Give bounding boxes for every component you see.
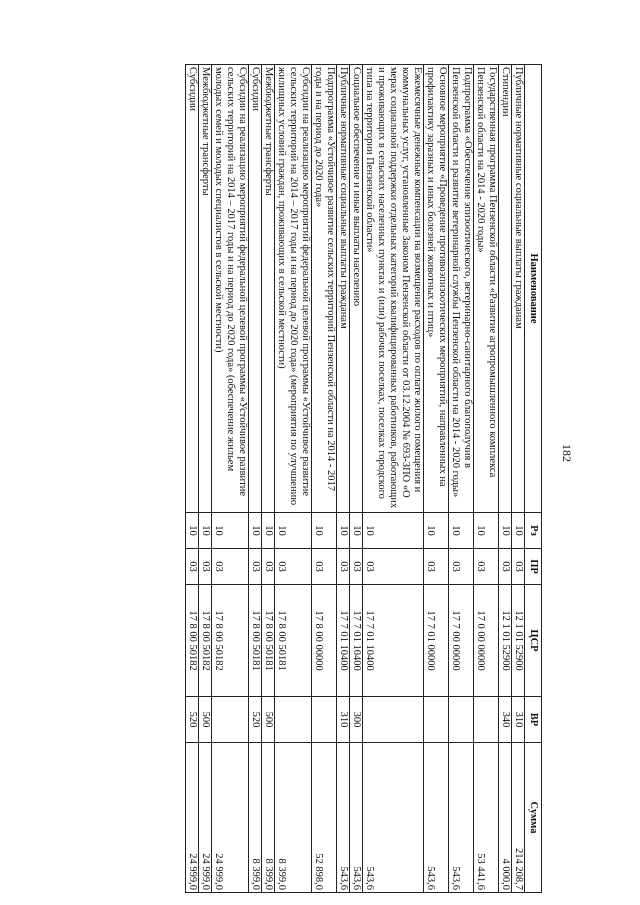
cell-pr: 03 (312, 549, 337, 585)
cell-rz: 10 (212, 513, 249, 549)
cell-csr: 17 8 00 50181 (262, 585, 275, 697)
cell-name: Субсидии (186, 65, 199, 513)
cell-pr: 03 (512, 549, 525, 585)
cell-pr: 03 (337, 549, 350, 585)
cell-rz: 10 (186, 513, 199, 549)
cell-pr: 03 (474, 549, 499, 585)
cell-csr: 17 8 00 50181 (275, 585, 312, 697)
cell-name: Субсидии на реализацию мероприятий федеральной целевой программы «Устойчивое развитие сельских территорий на 2014 – 2017 годы и на период до 2020 года» (мероприятия по улучшению жилищных условий граждан, проживающих в сельской местности) (275, 65, 312, 513)
cell-vr (212, 697, 249, 743)
header-name: Наименование (525, 65, 542, 513)
cell-rz: 10 (262, 513, 275, 549)
header-rz: Рз (525, 513, 542, 549)
cell-csr: 17 7 01 10400 (337, 585, 350, 697)
cell-pr: 03 (499, 549, 512, 585)
cell-sum: 4 000,0 (499, 743, 512, 893)
cell-sum: 53 441,6 (474, 743, 499, 893)
table-row (186, 65, 199, 893)
cell-csr: 12 1 01 52900 (512, 585, 525, 697)
budget-table (185, 64, 542, 893)
cell-rz: 10 (312, 513, 337, 549)
cell-name: Межбюджетные трансферты (199, 65, 212, 513)
cell-vr: 500 (199, 697, 212, 743)
cell-rz: 10 (474, 513, 499, 549)
cell-rz: 10 (199, 513, 212, 549)
table-row (512, 65, 525, 893)
cell-name: Подпрограмма «Обеспечение эпизоотического, ветеринарно-санитарного благополучия в Пензенской области и развитие ветеринарной службы Пензенской области на 2014 - 2020 годы» (449, 65, 474, 513)
cell-name: Субсидии на реализацию мероприятий федеральной целевой программы «Устойчивое развитие сельских территорий на 2014 – 2017 годы и на период до 2020 года» (обеспечение жильем молодых семей и молодых специалистов в сельской местности) (212, 65, 249, 513)
table-header-row (525, 65, 542, 893)
cell-vr: 300 (350, 697, 363, 743)
cell-rz: 10 (350, 513, 363, 549)
cell-name: Межбюджетные трансферты (262, 65, 275, 513)
cell-name: Государственная программа Пензенской области «Развитие агропромышленного комплекса Пензенской области на 2014 - 2020 годы» (474, 65, 499, 513)
cell-csr: 17 8 00 50182 (212, 585, 249, 697)
cell-csr: 17 8 00 50181 (249, 585, 262, 697)
table-row (499, 65, 512, 893)
cell-vr: 500 (262, 697, 275, 743)
cell-sum: 24 999,0 (212, 743, 249, 893)
cell-csr: 17 8 00 50182 (186, 585, 199, 697)
table-row (337, 65, 350, 893)
cell-sum: 8 399,0 (275, 743, 312, 893)
cell-vr (424, 697, 449, 743)
table-row (249, 65, 262, 893)
cell-name: Публичные нормативные социальные выплаты гражданам (512, 65, 525, 513)
table-row (424, 65, 449, 893)
cell-vr (449, 697, 474, 743)
header-vr: ВР (525, 697, 542, 743)
cell-pr: 03 (275, 549, 312, 585)
cell-pr: 03 (212, 549, 249, 585)
cell-csr: 17 7 01 10400 (350, 585, 363, 697)
cell-vr: 310 (512, 697, 525, 743)
cell-vr: 310 (337, 697, 350, 743)
cell-vr (363, 697, 424, 743)
cell-sum: 24 999,0 (199, 743, 212, 893)
cell-pr: 03 (199, 549, 212, 585)
cell-rz: 10 (249, 513, 262, 549)
cell-sum: 214 208,7 (512, 743, 525, 893)
cell-csr: 17 0 00 00000 (474, 585, 499, 697)
table-row (474, 65, 499, 893)
cell-vr (474, 697, 499, 743)
cell-pr: 03 (449, 549, 474, 585)
cell-sum: 52 898,0 (312, 743, 337, 893)
cell-csr: 17 8 00 50182 (199, 585, 212, 697)
cell-pr: 03 (424, 549, 449, 585)
cell-vr (275, 697, 312, 743)
cell-sum: 543,6 (424, 743, 449, 893)
table-row (262, 65, 275, 893)
table-row (350, 65, 363, 893)
cell-rz: 10 (449, 513, 474, 549)
cell-pr: 03 (350, 549, 363, 585)
table-row (363, 65, 424, 893)
cell-sum: 8 399,0 (262, 743, 275, 893)
cell-name: Публичные нормативные социальные выплаты гражданам (337, 65, 350, 513)
cell-name: Подпрограмма «Устойчивое развитие сельских территорий Пензенской области на 2014 - 2017 годы и на период до 2020 года» (312, 65, 337, 513)
cell-name: Стипендии (499, 65, 512, 513)
table-row (199, 65, 212, 893)
cell-csr: 17 7 01 00000 (424, 585, 449, 697)
budget-table-container (84, 64, 542, 892)
table-row (312, 65, 337, 893)
cell-vr: 520 (186, 697, 199, 743)
cell-name: Социальное обеспечение и иные выплаты населению (350, 65, 363, 513)
cell-vr: 520 (249, 697, 262, 743)
cell-rz: 10 (512, 513, 525, 549)
cell-pr: 03 (363, 549, 424, 585)
cell-name: Ежемесячные денежные компенсации на возмещение расходов по оплате жилого помещения и коммунальных услуг, установленные Законом Пензенской области от 03.12.2004 № 693-ЗПО «О мерах социальной поддержки отдельных категорий квалифицированных работников, работающих и проживающих в сельских населенных пунктах и (или) рабочих поселках, поселках городского типа на территории Пензенской области» (363, 65, 424, 513)
cell-sum: 543,6 (337, 743, 350, 893)
cell-rz: 10 (337, 513, 350, 549)
cell-name: Основное мероприятие «Проведение противоэпизоотических мероприятий, направленных на профилактику заразных и иных болезней животных и птиц» (424, 65, 449, 513)
cell-sum: 543,6 (363, 743, 424, 893)
header-sum: Сумма (525, 743, 542, 893)
header-csr: ЦСР (525, 585, 542, 697)
cell-name: Субсидии (249, 65, 262, 513)
cell-sum: 543,6 (350, 743, 363, 893)
cell-rz: 10 (363, 513, 424, 549)
cell-rz: 10 (499, 513, 512, 549)
cell-vr (312, 697, 337, 743)
table-row (212, 65, 249, 893)
cell-sum: 8 399,0 (249, 743, 262, 893)
cell-sum: 543,6 (449, 743, 474, 893)
header-pr: ПР (525, 549, 542, 585)
cell-sum: 24 999,0 (186, 743, 199, 893)
cell-csr: 12 1 01 52900 (499, 585, 512, 697)
page-number: 182 (560, 444, 574, 462)
table-row (275, 65, 312, 893)
cell-rz: 10 (275, 513, 312, 549)
cell-pr: 03 (262, 549, 275, 585)
cell-csr: 17 8 00 00000 (312, 585, 337, 697)
table-row (449, 65, 474, 893)
cell-csr: 17 7 00 00000 (449, 585, 474, 697)
cell-rz: 10 (424, 513, 449, 549)
cell-csr: 17 7 01 10400 (363, 585, 424, 697)
cell-pr: 03 (249, 549, 262, 585)
cell-vr: 340 (499, 697, 512, 743)
cell-pr: 03 (186, 549, 199, 585)
